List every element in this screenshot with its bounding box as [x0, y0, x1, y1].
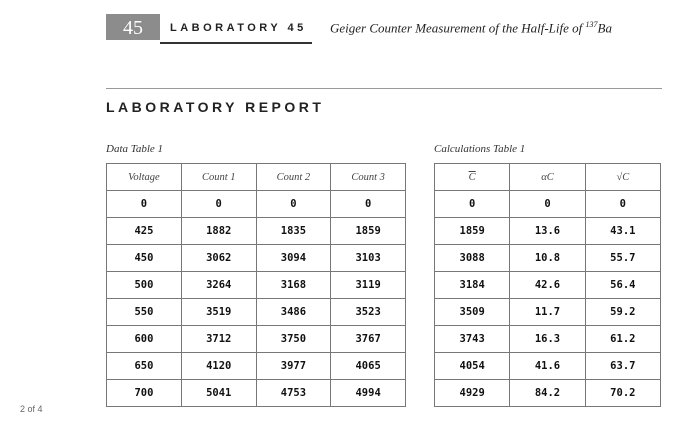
- cell-mean-count: 3088: [435, 245, 510, 272]
- cell-sqrt-count: 56.4: [585, 272, 660, 299]
- page-indicator: 2 of 4: [20, 404, 43, 414]
- cell-uncertainty: 11.7: [510, 299, 585, 326]
- cell-uncertainty: 16.3: [510, 326, 585, 353]
- table-row: [107, 245, 406, 272]
- cell-count-3: 1859: [331, 218, 406, 245]
- cell-sqrt-count: 61.2: [585, 326, 660, 353]
- report-title: LABORATORY REPORT: [106, 99, 325, 115]
- cell-voltage: 500: [107, 272, 182, 299]
- table-row: [107, 218, 406, 245]
- cell-uncertainty: 13.6: [510, 218, 585, 245]
- cell-mean-count: 4929: [435, 380, 510, 407]
- cell-count-2: 3750: [256, 326, 331, 353]
- header-count-3: Count 3: [331, 164, 406, 191]
- table-row: [435, 353, 661, 380]
- table-row: [435, 380, 661, 407]
- header-mean-count-label: $\overline{C}$: [468, 171, 476, 183]
- cell-mean-count: 4054: [435, 353, 510, 380]
- cell-count-2: 3094: [256, 245, 331, 272]
- data-table-caption: Data Table 1: [106, 143, 164, 155]
- calc-table-caption: Calculations Table 1: [434, 143, 526, 155]
- table-row: [435, 191, 661, 218]
- isotope-mass: 137: [585, 20, 598, 29]
- cell-count-3: 0: [331, 191, 406, 218]
- cell-count-3: 4994: [331, 380, 406, 407]
- header-uncertainty: αC: [510, 164, 585, 191]
- calc-table-header-row: [435, 164, 661, 191]
- cell-voltage: 700: [107, 380, 182, 407]
- cell-voltage: 450: [107, 245, 182, 272]
- header-underline: [160, 42, 312, 44]
- table-row: [435, 299, 661, 326]
- cell-count-2: 4753: [256, 380, 331, 407]
- cell-sqrt-count: 55.7: [585, 245, 660, 272]
- isotope-symbol: Ba: [597, 20, 612, 36]
- cell-count-1: 3519: [181, 299, 256, 326]
- cell-count-2: 1835: [256, 218, 331, 245]
- table-row: [107, 380, 406, 407]
- table-row: [107, 272, 406, 299]
- cell-sqrt-count: 0: [585, 191, 660, 218]
- cell-count-1: 0: [181, 191, 256, 218]
- data-table-header-row: [107, 164, 406, 191]
- header-count-2: Count 2: [256, 164, 331, 191]
- cell-voltage: 650: [107, 353, 182, 380]
- cell-count-3: 3767: [331, 326, 406, 353]
- cell-count-2: 3977: [256, 353, 331, 380]
- table-row: [435, 245, 661, 272]
- cell-count-1: 3712: [181, 326, 256, 353]
- cell-voltage: 425: [107, 218, 182, 245]
- cell-count-3: 3119: [331, 272, 406, 299]
- header-mean-count: [435, 164, 510, 191]
- lab-title: [330, 20, 612, 36]
- cell-sqrt-count: 70.2: [585, 380, 660, 407]
- data-table: [106, 163, 406, 407]
- page-number: 45: [123, 17, 143, 39]
- calc-table: [434, 163, 661, 407]
- section-divider: [106, 88, 662, 89]
- cell-count-2: 3168: [256, 272, 331, 299]
- cell-count-3: 3523: [331, 299, 406, 326]
- cell-count-1: 3062: [181, 245, 256, 272]
- cell-uncertainty: 10.8: [510, 245, 585, 272]
- table-row: [107, 191, 406, 218]
- cell-uncertainty: 0: [510, 191, 585, 218]
- lab-title-main: Geiger Counter Measurement of the Half-Life of: [330, 20, 586, 36]
- cell-mean-count: 3743: [435, 326, 510, 353]
- lab-label: LABORATORY 45: [170, 22, 307, 34]
- cell-count-2: 3486: [256, 299, 331, 326]
- cell-voltage: 0: [107, 191, 182, 218]
- cell-sqrt-count: 43.1: [585, 218, 660, 245]
- cell-mean-count: 3509: [435, 299, 510, 326]
- cell-count-1: 3264: [181, 272, 256, 299]
- cell-mean-count: 1859: [435, 218, 510, 245]
- cell-count-3: 4065: [331, 353, 406, 380]
- cell-uncertainty: 84.2: [510, 380, 585, 407]
- cell-uncertainty: 42.6: [510, 272, 585, 299]
- table-row: [107, 326, 406, 353]
- cell-count-3: 3103: [331, 245, 406, 272]
- cell-sqrt-count: 63.7: [585, 353, 660, 380]
- table-row: [107, 353, 406, 380]
- cell-mean-count: 0: [435, 191, 510, 218]
- cell-voltage: 600: [107, 326, 182, 353]
- cell-sqrt-count: 59.2: [585, 299, 660, 326]
- cell-count-1: 1882: [181, 218, 256, 245]
- cell-uncertainty: 41.6: [510, 353, 585, 380]
- header-sqrt-count: √C: [585, 164, 660, 191]
- cell-voltage: 550: [107, 299, 182, 326]
- header-voltage: Voltage: [107, 164, 182, 191]
- cell-count-1: 4120: [181, 353, 256, 380]
- page-number-badge: [106, 14, 160, 40]
- cell-count-2: 0: [256, 191, 331, 218]
- table-row: [107, 299, 406, 326]
- cell-mean-count: 3184: [435, 272, 510, 299]
- cell-count-1: 5041: [181, 380, 256, 407]
- table-row: [435, 272, 661, 299]
- table-row: [435, 218, 661, 245]
- table-row: [435, 326, 661, 353]
- header-count-1: Count 1: [181, 164, 256, 191]
